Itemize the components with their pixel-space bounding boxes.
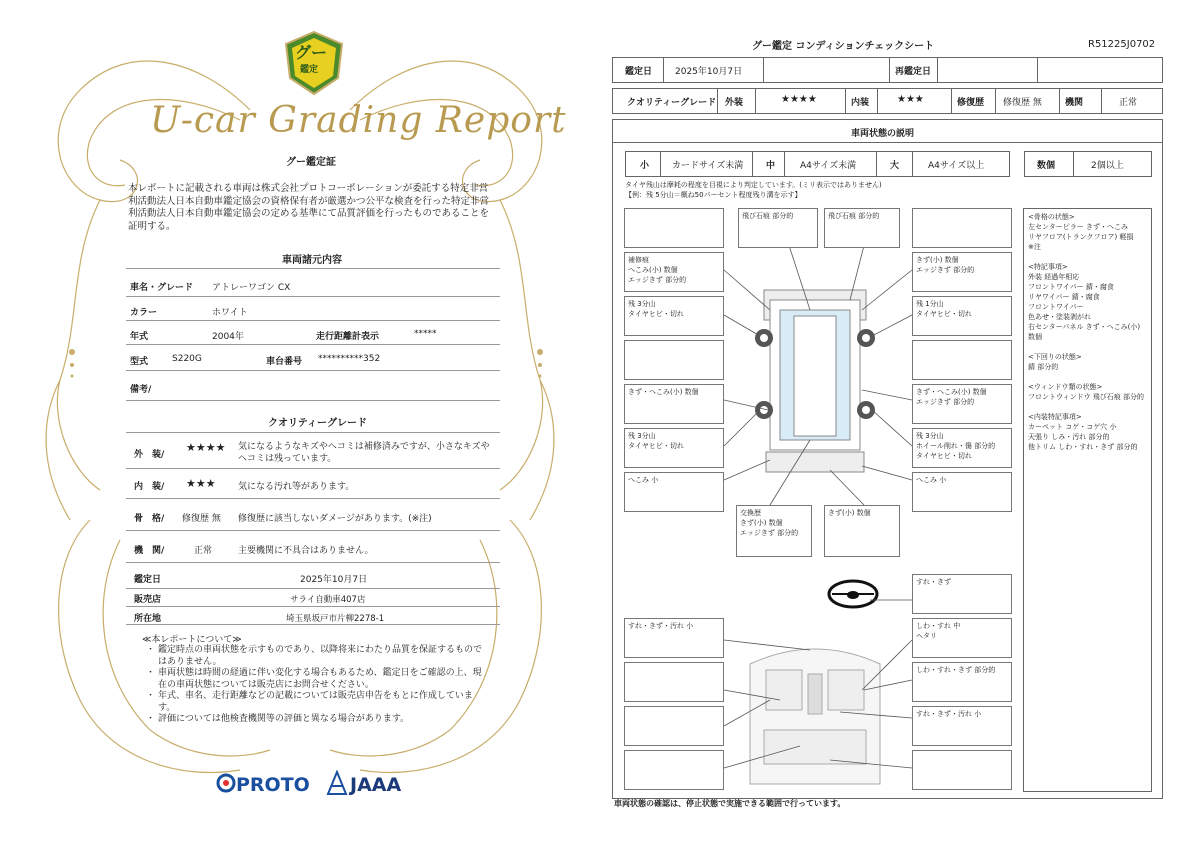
count-label: 数個: [1037, 161, 1056, 171]
sheet-code: R51225J0702: [1088, 39, 1156, 50]
callout-box: [624, 706, 724, 746]
size-mid-desc: A4サイズ未満: [800, 161, 857, 171]
certificate-subtitle: グー鑑定証: [286, 157, 336, 168]
engine-label: 機 関/: [134, 546, 165, 556]
interior-text: 気になる汚れ等があります。: [238, 482, 355, 492]
note-item: ・ 車両状態は時間の経過に伴い変化する場合もあるため、鑑定日をご確認の上、現在の車両状態については販売店にお問合せください。: [146, 668, 482, 690]
frame-text: 修復歴に該当しないダメージがあります。(※注): [238, 514, 432, 524]
model-label: 型式: [130, 357, 149, 367]
sheet-int-label: 内装: [851, 98, 870, 108]
chassis-label: 車台番号: [266, 357, 303, 367]
callout-box: すれ・きず・汚れ 小: [624, 618, 724, 658]
color-value: ホワイト: [212, 308, 248, 318]
count-desc: 2個以上: [1091, 161, 1124, 171]
sheet-date-label: 鑑定日: [625, 67, 653, 77]
sheet-ext-stars: ★★★★: [781, 94, 817, 105]
year-value: 2004年: [212, 332, 244, 342]
sheet-engine-label: 機関: [1065, 98, 1084, 108]
logo-subtext: 鑑定: [300, 65, 319, 75]
callout-box: すれ・きず: [912, 574, 1012, 614]
callout-box: すれ・きず・汚れ 小: [912, 706, 1012, 746]
callout-box: きず(小) 数個: [824, 505, 900, 557]
sheet-quality-label: クオリティーグレード: [627, 98, 717, 108]
callout-box: へこみ 小: [624, 472, 724, 512]
notes-heading: ≪本レポートについて≫: [142, 635, 242, 645]
size-large: 大: [890, 161, 900, 171]
report-title: U-car Grading Report: [150, 100, 567, 141]
year-label: 年式: [130, 332, 149, 342]
callout-box: きず・へこみ(小) 数個: [624, 384, 724, 424]
callout-box: 残 3分山 タイヤヒビ・切れ: [624, 428, 724, 468]
note-item: ・ 鑑定時点の車両状態を示すものであり、以降将来にわたり品質を保証するものではありません。: [146, 645, 483, 667]
exterior-stars: ★★★★: [186, 441, 226, 454]
sheet-date-value: 2025年10月7日: [675, 67, 743, 77]
callout-box: 残 1分山 タイヤヒビ・切れ: [912, 296, 1012, 336]
sheet-repair-value: 修復歴 無: [1003, 98, 1042, 108]
proto-icon: [216, 772, 236, 794]
redate-label: 再鑑定日: [895, 67, 932, 77]
callout-box: 残 3分山 タイヤヒビ・切れ: [624, 296, 724, 336]
frame-value: 修復歴 無: [182, 514, 221, 524]
note-item: ・ 評価については他検査機関等の評価と異なる場合があります。: [146, 714, 410, 724]
sheet-title: グー鑑定 コンディションチェックシート: [752, 41, 935, 52]
size-mid: 中: [766, 161, 776, 171]
note-item: ・ 年式、車名、走行距離などの記載については販売店申告をもとに作成しています。: [146, 691, 473, 713]
name-label: 車名・グレード: [130, 283, 194, 293]
condition-check-sheet: [600, 0, 1200, 848]
sheet-int-stars: ★★★: [897, 94, 924, 105]
callout-box: [624, 662, 724, 702]
callout-box: [624, 750, 724, 790]
color-label: カラー: [130, 308, 158, 318]
callout-box: 飛び石痕 部分的: [824, 208, 900, 248]
mileage-label: 走行距離計表示: [316, 332, 380, 342]
interior-label: 内 装/: [134, 482, 165, 492]
callout-box: 飛び石痕 部分的: [738, 208, 818, 248]
notes-list: [146, 645, 486, 726]
exterior-text: 気になるようなキズやヘコミは補修済みですが、小さなキズやヘコミは残っています。: [238, 442, 490, 464]
dealer-label: 販売店: [134, 595, 162, 605]
desc-heading: 車両状態の説明: [851, 129, 915, 139]
intro-text: 本レポートに記載される車両は株式会社プロトコーポレーションが委託する特定非営利活動法人日本自動車鑑定協会の資格保有者が厳選かつ公平な検査を行った特定非営利活動法人日本自動車鑑定協会の定める基準にて品質評価を行ったものであることを証明する。: [128, 183, 490, 232]
engine-text: 主要機関に不具合はありません。: [238, 546, 374, 556]
sheet-repair-label: 修復歴: [957, 98, 985, 108]
callout-box: [912, 750, 1012, 790]
callout-box: へこみ 小: [912, 472, 1012, 512]
callout-box: しわ・すれ 中 ヘタリ: [912, 618, 1012, 658]
date-value: 2025年10月7日: [300, 575, 368, 585]
logo-text: グー: [295, 43, 328, 62]
dealer-value: サライ自動車407店: [290, 595, 366, 605]
model-value: S220G: [172, 354, 202, 364]
mileage-value: *****: [414, 329, 437, 339]
tire-note-2: 【例：残 5分山＝概ね50パーセント程度残り溝を示す】: [625, 191, 802, 199]
date-label: 鑑定日: [134, 575, 162, 585]
tire-note-1: タイヤ残山は摩耗の程度を目視により判定しています。(ミリ表示ではありません): [625, 181, 882, 189]
name-value: アトレーワゴン CX: [212, 283, 291, 293]
proto-brand: PROTO: [236, 774, 310, 796]
callout-box: [912, 208, 1012, 248]
callout-box: きず(小) 数個 エッジきず 部分的: [912, 252, 1012, 292]
callout-box: [912, 340, 1012, 380]
callout-box: 補修痕 へこみ(小) 数個 エッジきず 部分的: [624, 252, 724, 292]
sheet-footer: 車両状態の確認は、停止状態で実施できる範囲で行っています。: [614, 799, 846, 808]
chassis-value: **********352: [318, 354, 381, 364]
callout-box: 残 3分山 ホイール削れ・傷 部分的 タイヤヒビ・切れ: [912, 428, 1012, 468]
interior-stars: ★★★: [186, 477, 216, 490]
size-large-desc: A4サイズ以上: [928, 161, 985, 171]
jaaa-brand: JAAA: [350, 774, 402, 796]
remarks-label: 備考/: [130, 385, 152, 395]
specs-heading: 車両諸元内容: [282, 255, 342, 266]
address-label: 所在地: [134, 614, 162, 624]
callout-box: 交換歴 きず(小) 数個 エッジきず 部分的: [736, 505, 812, 557]
address-value: 埼玉県坂戸市片柳2278-1: [286, 614, 385, 624]
quality-heading: クオリティーグレード: [268, 418, 367, 429]
size-small-desc: カードサイズ未満: [672, 161, 744, 171]
callout-box: しわ・すれ・きず 部分的: [912, 662, 1012, 702]
frame-label: 骨 格/: [134, 514, 165, 524]
size-small: 小: [640, 161, 650, 171]
callout-box: [624, 208, 724, 248]
callout-box: きず・へこみ(小) 数個 エッジきず 部分的: [912, 384, 1012, 424]
engine-value: 正常: [194, 546, 213, 556]
side-remark-lines: <骨格の状態> 左センターピラー きず・へこみ リヤフロア(トランクフロア) 軽損 ※注 <特記事項> 外装 経過年相応 フロントワイパー 錆・腐食 リヤワイパー 錆・腐食 フロントワイパー 色あせ・塗装剥がれ 右センターパネル きず・へこみ(小) 数個 <下回りの状態> 錆 部分的 <ウィンドウ類の状態> フロントウィンドウ 飛び石痕 部分的 <内装特記事項> カーペット コゲ・コゲ穴 小 天張り しみ・汚れ 部分的 他トリム しわ・すれ・きず 部分的: [1028, 213, 1145, 451]
sheet-ext-label: 外装: [725, 98, 744, 108]
callout-box: [624, 340, 724, 380]
jaaa-icon: [326, 770, 348, 796]
exterior-label: 外 装/: [134, 450, 165, 460]
sheet-engine-value: 正常: [1119, 98, 1138, 108]
